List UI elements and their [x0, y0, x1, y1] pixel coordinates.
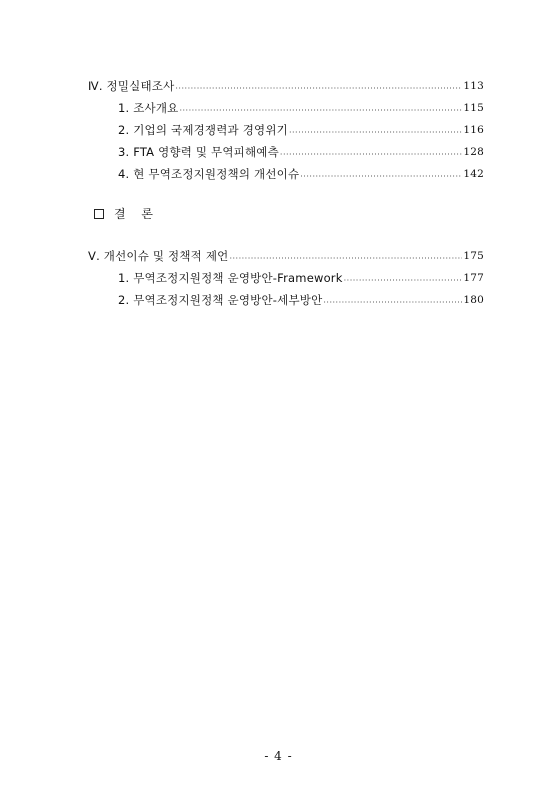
toc-entry-title: 4. 현 무역조정지원정책의 개선이슈 — [118, 167, 300, 181]
square-bullet-icon — [94, 209, 104, 219]
toc-entry-title: 2. 기업의 국제경쟁력과 경영위기 — [118, 123, 288, 137]
toc-entry-section[interactable] — [118, 164, 484, 184]
toc-entry-page: 142 — [463, 168, 484, 180]
toc-entry-section[interactable] — [118, 98, 484, 118]
toc-conclusion-heading[interactable] — [94, 205, 159, 222]
toc-entry-title: Ⅳ. 정밀실태조사 — [88, 79, 175, 93]
toc-entry-page: 175 — [463, 250, 484, 262]
toc-entry-page: 128 — [463, 146, 484, 158]
toc-entry-title: 3. FTA 영향력 및 무역피해예측 — [118, 145, 279, 159]
toc-entry-page: 113 — [463, 80, 484, 92]
toc-entry-page: 116 — [463, 124, 484, 136]
toc-entry-title: Ⅴ. 개선이슈 및 정책적 제언 — [88, 249, 229, 263]
toc-entry-page: 177 — [463, 272, 484, 284]
toc-entry-section[interactable] — [118, 120, 484, 140]
dot-leader — [344, 276, 463, 285]
toc-entry-title: 1. 조사개요 — [118, 101, 179, 115]
toc-entry-chapter-4[interactable] — [88, 76, 484, 96]
toc-entry-section[interactable] — [118, 142, 484, 162]
toc-entry-section[interactable] — [118, 268, 484, 288]
toc-entry-page: 115 — [463, 102, 484, 114]
toc-entry-title: 1. 무역조정지원정책 운영방안-Framework — [118, 271, 343, 285]
dot-leader — [280, 150, 462, 159]
dot-leader — [175, 84, 462, 93]
dot-leader — [289, 128, 462, 137]
dot-leader — [179, 106, 462, 115]
dot-leader — [229, 254, 462, 263]
conclusion-label: 결 론 — [114, 207, 159, 221]
toc-entry-page: 180 — [463, 294, 484, 306]
toc-entry-section[interactable] — [118, 290, 484, 310]
dot-leader — [323, 298, 462, 307]
dot-leader — [300, 172, 462, 181]
toc-entry-title: 2. 무역조정지원정책 운영방안-세부방안 — [118, 293, 323, 307]
toc-entry-chapter-5[interactable] — [88, 246, 484, 266]
page-number: - 4 - — [264, 749, 293, 763]
